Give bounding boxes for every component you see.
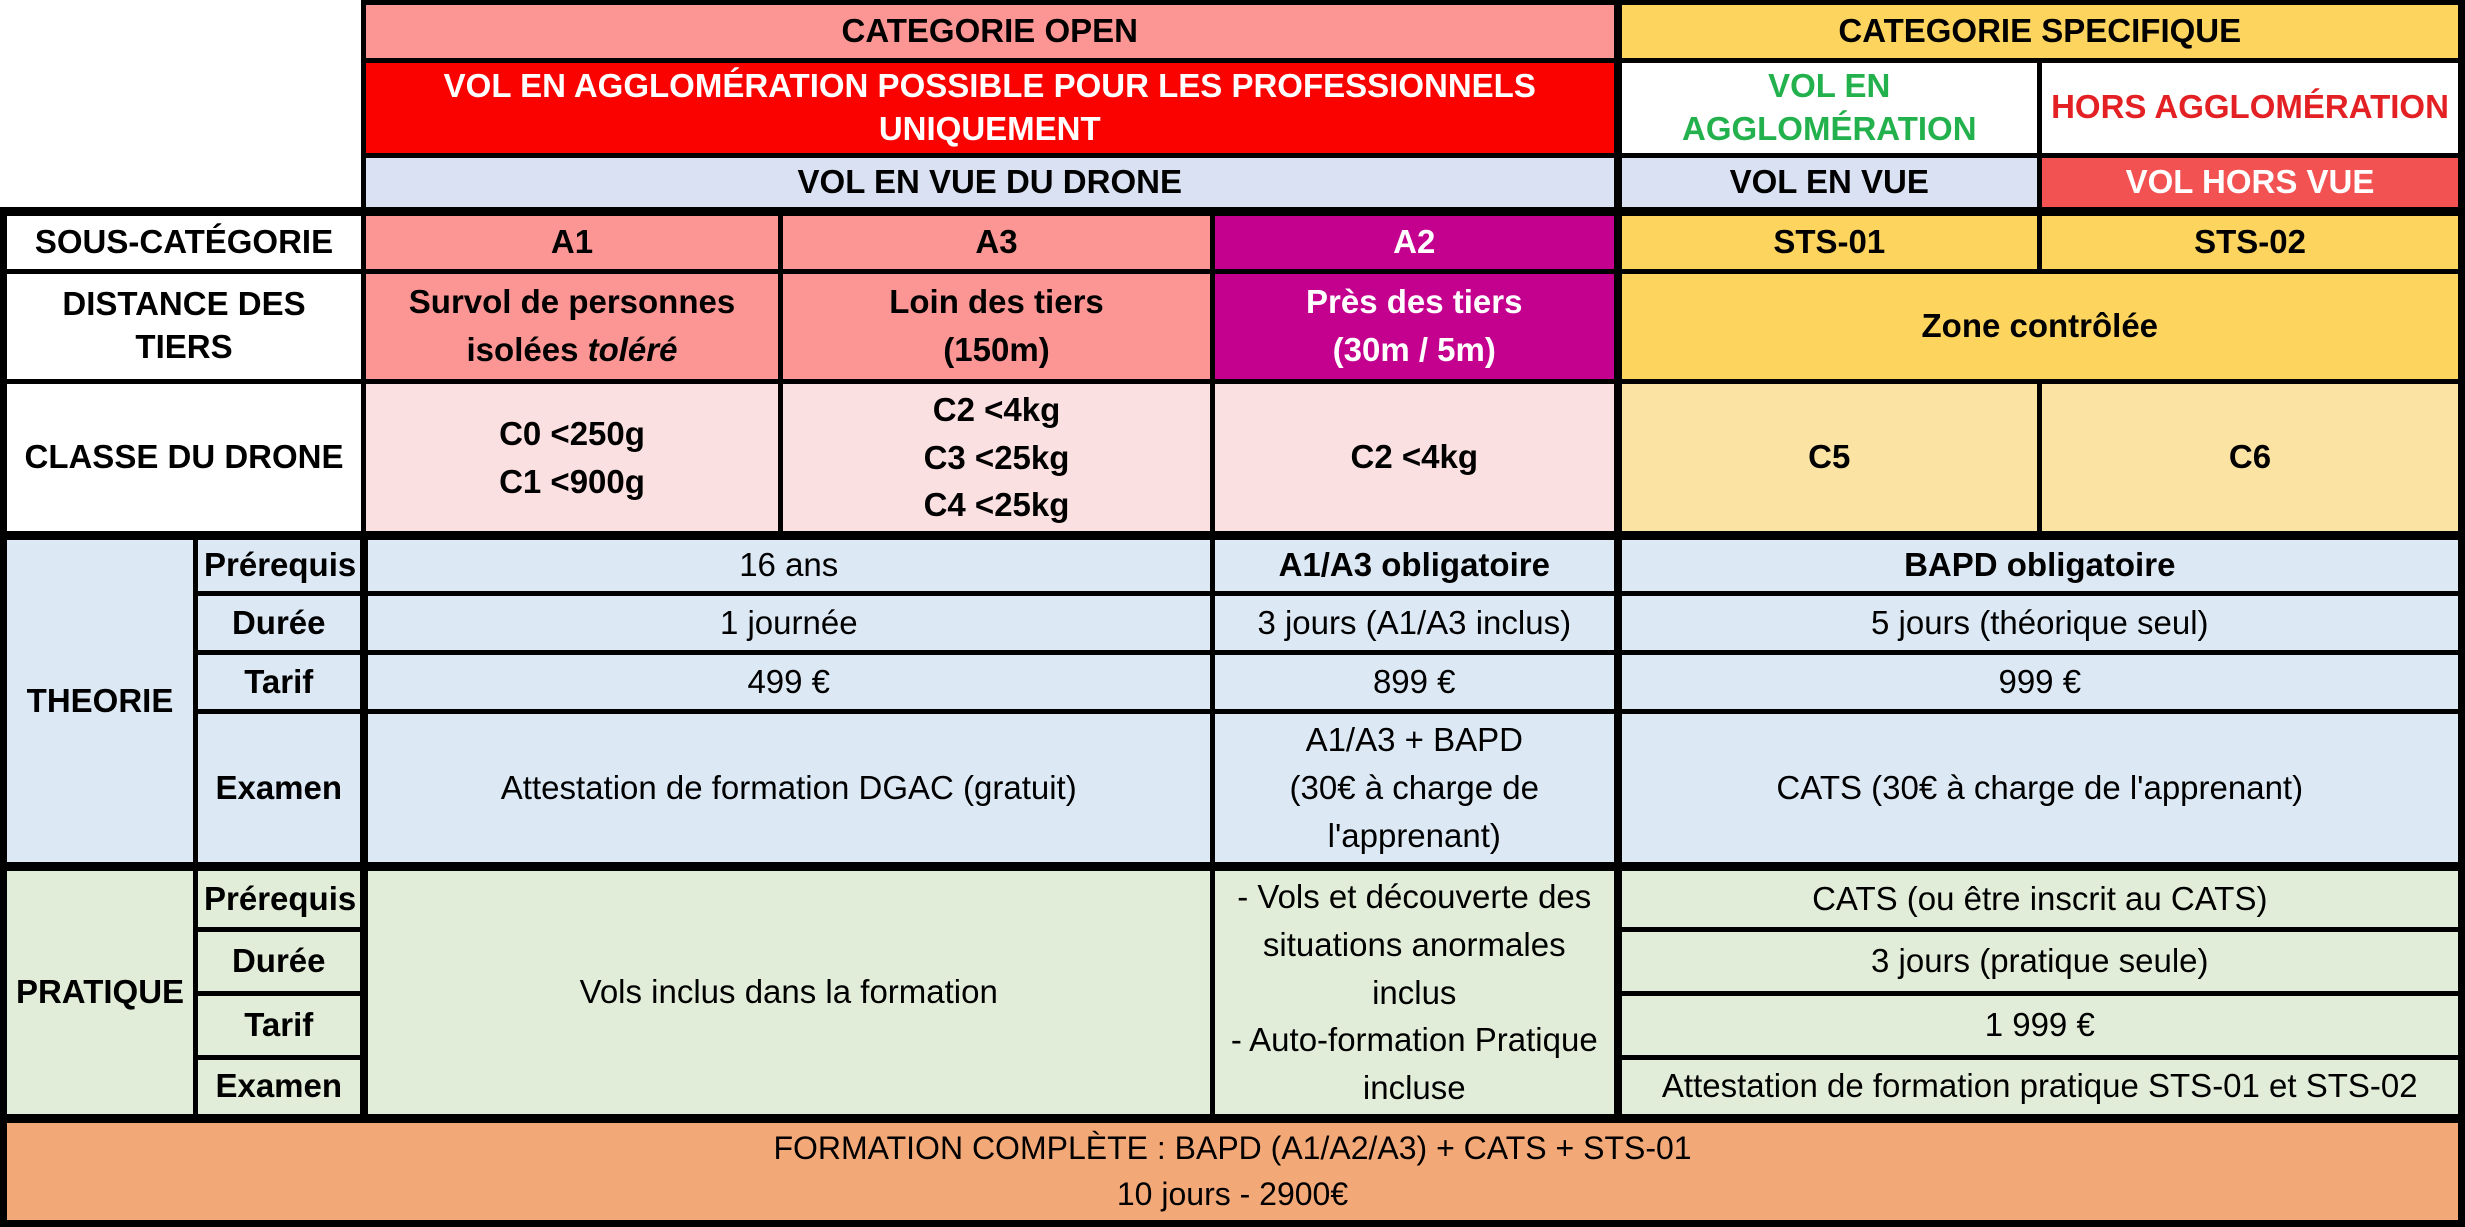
pratique-a2-item2: - Auto-formation Pratique incluse [1230,1021,1598,1107]
header-categorie-specifique: CATEGORIE SPECIFIQUE [1618,3,2462,61]
row-label-distance-des-tiers: DISTANCE DES TIERS [4,271,364,381]
pratique-a2-merged [1213,866,1618,1118]
theorie-a2-tarif: 899 € [1213,653,1618,712]
cell-classe-c6: C6 [2040,381,2462,536]
theorie-a2-prerequis: A1/A3 obligatoire [1213,536,1618,594]
theorie-sts-tarif: 999 € [1618,653,2462,712]
theorie-open-duree: 1 journée [364,594,1213,653]
section-label-theorie: THEORIE [4,536,196,867]
row-label-sous-categorie: SOUS-CATÉGORIE [4,211,364,271]
pratique-label-duree: Durée [196,930,364,994]
classe-a3-line3: C4 <25kg [923,486,1070,524]
classe-a3-line2: C3 <25kg [923,438,1070,476]
pratique-a2-item1: - Vols et découverte des situations anormales inclus [1237,877,1592,1011]
theorie-a2-examen [1213,712,1618,867]
pratique-label-prerequis: Prérequis [196,866,364,930]
cell-classe-c5: C5 [1618,381,2040,536]
header-categorie-open: CATEGORIE OPEN [364,3,1618,61]
theorie-sts-examen: CATS (30€ à charge de l'apprenant) [1618,712,2462,867]
cell-distance-a3 [781,271,1213,381]
pratique-label-tarif: Tarif [196,994,364,1058]
theorie-label-prerequis: Prérequis [196,536,364,594]
pratique-sts-prerequis: CATS (ou être inscrit au CATS) [1618,866,2462,930]
theorie-open-tarif: 499 € [364,653,1213,712]
distance-a1-line2: isolées toléré [466,331,678,369]
cell-distance-sts: Zone contrôlée [1618,271,2462,381]
distance-a3-line2: (150m) [943,331,1050,369]
pratique-label-examen: Examen [196,1057,364,1118]
cell-distance-a2 [1213,271,1618,381]
header-vol-en-vue-du-drone: VOL EN VUE DU DRONE [364,155,1618,211]
header-vol-en-agglomeration: VOL EN AGGLOMÉRATION [1618,61,2040,156]
theorie-label-tarif: Tarif [196,653,364,712]
section-label-pratique: PRATIQUE [4,866,196,1118]
footer-line1: FORMATION COMPLÈTE : BAPD (A1/A2/A3) + CATS + STS-01 [773,1130,1692,1167]
theorie-open-examen: Attestation de formation DGAC (gratuit) [364,712,1213,867]
theorie-a2-examen-line1: A1/A3 + BAPD [1305,721,1523,759]
cell-classe-a2: C2 <4kg [1213,381,1618,536]
row-label-classe-du-drone: CLASSE DU DRONE [4,381,364,536]
cell-distance-a1 [364,271,781,381]
footer-line2: 10 jours - 2900€ [1116,1176,1349,1213]
cell-souscat-a1: A1 [364,211,781,271]
footer-banner [4,1119,2462,1224]
classe-a3-line1: C2 <4kg [932,390,1061,428]
cell-souscat-sts02: STS-02 [2040,211,2462,271]
pratique-open-merged: Vols inclus dans la formation [364,866,1213,1118]
distance-a2-line2: (30m / 5m) [1332,331,1496,369]
theorie-a2-examen-line2: (30€ à charge de l'apprenant) [1289,769,1540,854]
distance-a3-line1: Loin des tiers [889,283,1104,321]
theorie-sts-prerequis: BAPD obligatoire [1618,536,2462,594]
header-hors-agglomeration: HORS AGGLOMÉRATION [2040,61,2462,156]
theorie-open-prerequis: 16 ans [364,536,1213,594]
cell-classe-a1 [364,381,781,536]
theorie-label-examen: Examen [196,712,364,867]
header-vol-hors-vue: VOL HORS VUE [2040,155,2462,211]
top-left-blank [4,3,364,212]
header-open-agglo-banner: VOL EN AGGLOMÉRATION POSSIBLE POUR LES PROFESSIONNELS UNIQUEMENT [364,61,1618,156]
cell-souscat-a3: A3 [781,211,1213,271]
header-vol-en-vue: VOL EN VUE [1618,155,2040,211]
pratique-sts-tarif: 1 999 € [1618,994,2462,1058]
classe-a1-line2: C1 <900g [499,462,645,500]
pratique-sts-duree: 3 jours (pratique seule) [1618,930,2462,994]
pratique-sts-examen: Attestation de formation pratique STS-01 et STS-02 [1618,1057,2462,1118]
theorie-label-duree: Durée [196,594,364,653]
distance-a2-line1: Près des tiers [1306,283,1523,321]
cell-classe-a3 [781,381,1213,536]
cell-souscat-a2: A2 [1213,211,1618,271]
theorie-sts-duree: 5 jours (théorique seul) [1618,594,2462,653]
theorie-a2-duree: 3 jours (A1/A3 inclus) [1213,594,1618,653]
distance-a1-line1: Survol de personnes [408,283,736,321]
classe-a1-line1: C0 <250g [499,414,645,452]
cell-souscat-sts01: STS-01 [1618,211,2040,271]
